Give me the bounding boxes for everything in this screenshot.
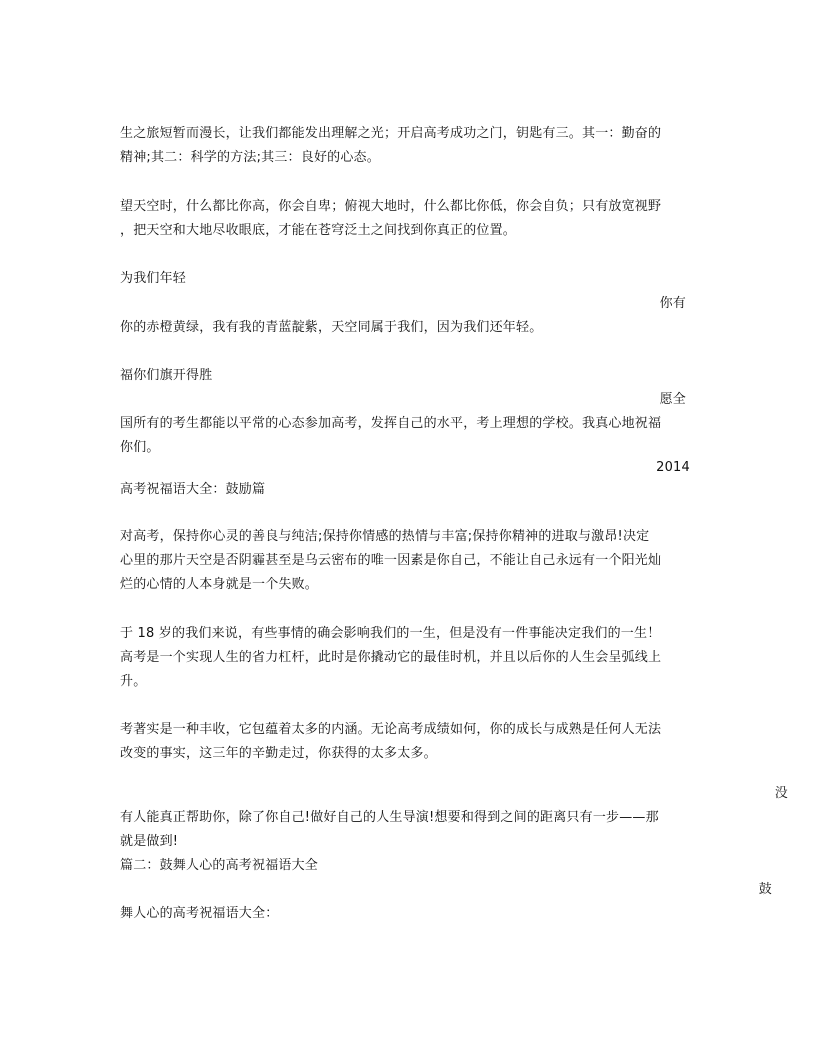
text-line: 你有 [659, 296, 686, 311]
text-line: 对高考，保持你心灵的善良与纯洁;保持你情感的热情与丰富;保持你精神的进取与激昂!决定 [120, 529, 650, 544]
text-line: 鼓 [758, 882, 772, 897]
heading: 为我们年轻 [120, 271, 187, 286]
year-label: 2014 [656, 460, 690, 475]
text-line: 国所有的考生都能以平常的心态参加高考，发挥自己的水平，考上理想的学校。我真心地祝福 [120, 416, 662, 431]
text-line: 心里的那片天空是否阴霾甚至是乌云密布的唯一因素是你自己，不能让自己永远有一个阳光灿 [120, 553, 662, 568]
text-line: 高考是一个实现人生的省力杠杆，此时是你撬动它的最佳时机，并且以后你的人生会呈弧线上 [120, 650, 662, 665]
text-line: 烂的心情的人本身就是一个失败。 [120, 577, 319, 592]
text-line: 于 18 岁的我们来说，有些事情的确会影响我们的一生，但是没有一件事能决定我们的一生！ [120, 626, 661, 641]
text-line: 你们。 [120, 440, 160, 455]
section-heading: 篇二：鼓舞人心的高考祝福语大全 [120, 858, 319, 873]
text-line: 精神;其二：科学的方法;其三：良好的心态。 [120, 150, 380, 165]
text-line: 升。 [120, 674, 147, 689]
text-line: 没 [774, 786, 788, 801]
text-line: 有人能真正帮助你，除了你自己!做好自己的人生导演!想要和得到之间的距离只有一步——那 [120, 810, 659, 825]
text-line: ，把天空和大地尽收眼底，才能在苍穹泛土之间找到你真正的位置。 [120, 223, 517, 238]
text-line: 考著实是一种丰收，它包蕴着太多的内涵。无论高考成绩如何，你的成长与成熟是任何人无法 [120, 722, 662, 737]
text-line: 你的赤橙黄绿，我有我的青蓝靛紫，天空同属于我们，因为我们还年轻。 [120, 320, 543, 335]
text-line: 望天空时，什么都比你高，你会自卑；俯视大地时，什么都比你低，你会自负；只有放宽视野 [120, 199, 662, 214]
text-line: 就是做到! [120, 834, 179, 849]
text-line: 舞人心的高考祝福语大全： [120, 906, 279, 921]
text-line: 生之旅短暂而漫长，让我们都能发出理解之光；开启高考成功之门，钥匙有三。其一：勤奋的 [120, 126, 662, 141]
section-heading: 高考祝福语大全：鼓励篇 [120, 482, 266, 497]
heading: 福你们旗开得胜 [120, 368, 213, 383]
text-line: 改变的事实，这三年的辛勤走过，你获得的太多太多。 [120, 746, 437, 761]
text-line: 愿全 [659, 392, 686, 407]
